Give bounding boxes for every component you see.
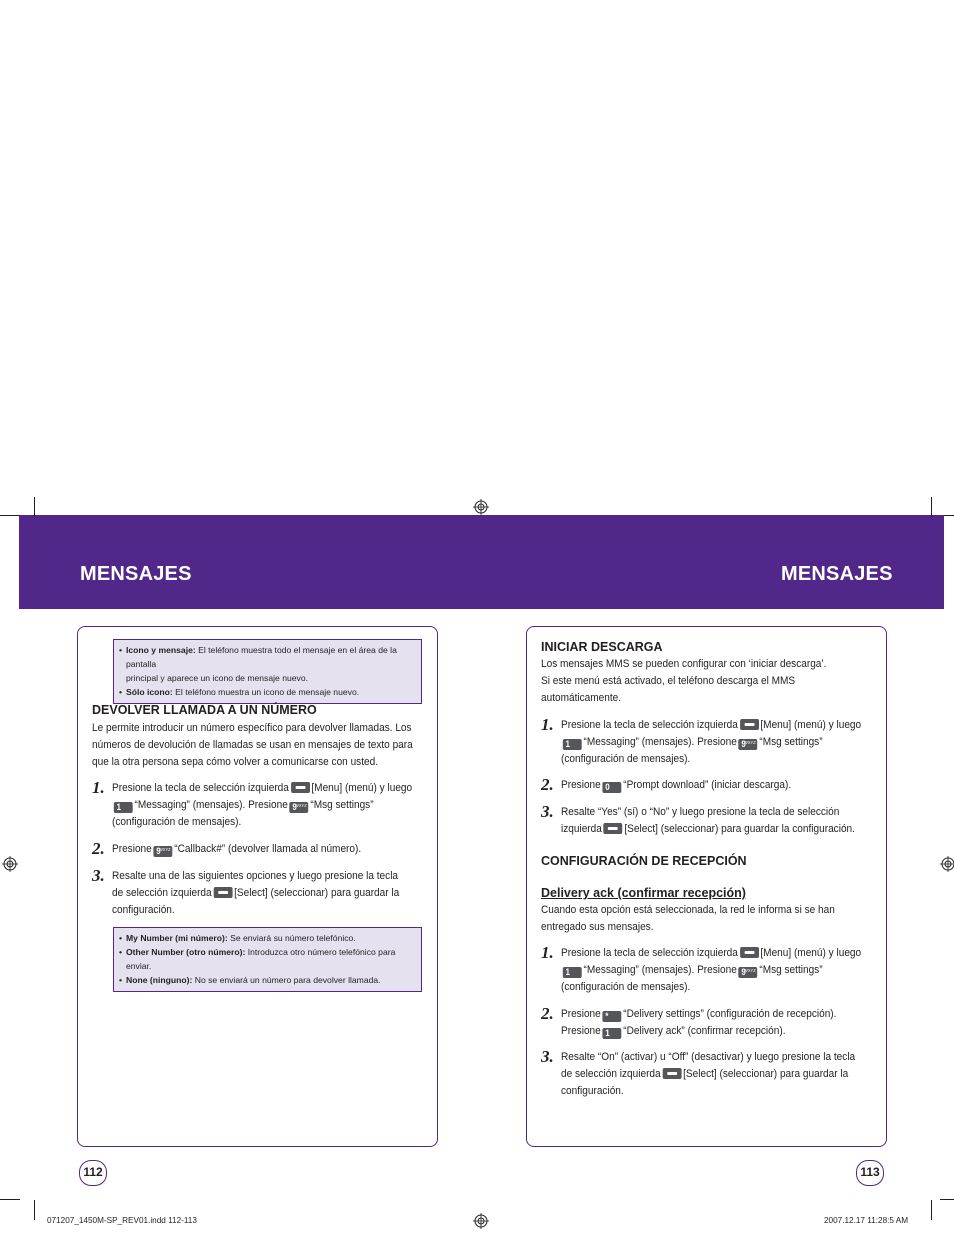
note-item: • Icono y mensaje: El teléfono muestra todo el mensaje en el área de la pantalla principal y aparece un icono de mensaje nuevo. [119, 643, 416, 685]
step-text: Presione la tecla de selección izquierda [Menu] (menú) y luego 1 “Messaging” (mensajes). Presione 9 WXYZ “Msg settings” (configuración de mensajes). [561, 717, 872, 768]
note-item: • Sólo icono: El teléfono muestra un icono de mensaje nuevo. [119, 685, 416, 699]
prompt-download-intro: Los mensajes MMS se pueden configurar con ‘iniciar descarga’. Si este menú está activado, el teléfono descarga el MMS automáticamente. [541, 658, 827, 704]
registration-mark-icon [473, 499, 489, 515]
callback-intro: Le permite introducir un número específico para devolver llamadas. Los números de devolución de llamadas se usan en mensajes de texto para que la otra persona sepa cómo volver a comunicarse con usted. [92, 722, 413, 768]
step-text: Resalte “Yes” (sí) o “No” y luego presione la tecla de selección izquierda [Select] (seleccionar) para guardar la configuración. [561, 806, 855, 835]
left-soft-key-icon [213, 887, 232, 898]
note-item: • My Number (mi número): Se enviará su número telefónico. [119, 931, 416, 945]
subsection-title-delivery-ack: Delivery ack (confirmar recepción) [541, 886, 746, 900]
step-number: 2. [541, 775, 554, 794]
section-title-callback: DEVOLVER LLAMADA A UN NÚMERO [92, 703, 317, 717]
note-item: • None (ninguno): No se enviará un número para devolver llamada. [119, 973, 416, 987]
header-band [19, 515, 944, 609]
crop-mark [0, 515, 20, 516]
key-1-icon: 1 [563, 739, 582, 750]
left-soft-key-icon [740, 947, 759, 958]
key-9-icon: 9 WXYZ [290, 802, 309, 813]
key-9-icon: 9 WXYZ [154, 846, 173, 857]
step-number: 3. [541, 802, 554, 821]
crop-mark [34, 1200, 35, 1220]
date-slug: 2007.12.17 11:28:5 AM [824, 1216, 909, 1225]
note-item: • Other Number (otro número): Introduzca otro número telefónico para enviar. [119, 945, 416, 973]
step-number: 3. [541, 1047, 554, 1066]
page-number-right: 113 [856, 1160, 884, 1186]
file-slug: 071207_1450M-SP_REV01.indd 112-113 [47, 1216, 197, 1225]
step-number: 1. [92, 778, 105, 797]
step-text: Presione * “Delivery settings” (configuración de recepción). Presione 1 “Delivery ack” (confirmar recepción). [561, 1008, 837, 1038]
callback-options-note [113, 927, 422, 992]
left-soft-key-icon [662, 1068, 681, 1079]
display-options-note [113, 639, 422, 704]
step-number: 2. [541, 1004, 554, 1023]
key-0-icon: 0 [603, 782, 622, 793]
registration-mark-icon [2, 856, 18, 872]
registration-mark-icon [940, 856, 954, 872]
step-text: Resalte “On” (activar) u “Off” (desactivar) y luego presione la tecla de selección izquierda [Select] (seleccionar) para guardar la configuración. [561, 1051, 856, 1097]
crop-mark [944, 515, 954, 516]
key-9-icon: 9 WXYZ [739, 967, 758, 978]
crop-mark [940, 1199, 954, 1200]
key-star-icon: * [603, 1011, 622, 1022]
crop-mark [34, 497, 35, 517]
step-number: 1. [541, 943, 554, 962]
crop-mark [931, 497, 932, 517]
step-text: Presione 0 “Prompt download” (iniciar descarga). [561, 779, 792, 792]
section-title-prompt-download: INICIAR DESCARGA [541, 640, 663, 654]
step-text: Presione la tecla de selección izquierda [Menu] (menú) y luego 1 “Messaging” (mensajes). Presione 9 WXYZ “Msg settings” (configuración de mensajes). [561, 945, 872, 996]
left-soft-key-icon [291, 782, 310, 793]
page-number-left: 112 [79, 1160, 107, 1186]
page-title-right: MENSAJES [781, 563, 893, 585]
key-1-icon: 1 [563, 967, 582, 978]
key-1-icon: 1 [603, 1028, 622, 1039]
step-number: 1. [541, 715, 554, 734]
step-text: Presione la tecla de selección izquierda [Menu] (menú) y luego 1 “Messaging” (mensajes). Presione 9 WXYZ “Msg settings” (configuración de mensajes). [112, 780, 418, 831]
crop-mark [0, 1199, 20, 1200]
crop-mark [931, 1200, 932, 1220]
section-title-receive-settings: CONFIGURACIÓN DE RECEPCIÓN [541, 854, 747, 868]
key-9-icon: 9 WXYZ [739, 739, 758, 750]
left-soft-key-icon [740, 719, 759, 730]
registration-mark-icon [473, 1213, 489, 1229]
delivery-ack-intro: Cuando esta opción está seleccionada, la red le informa si se han entregado sus mensajes. [541, 904, 835, 933]
step-text: Presione 9 WXYZ “Callback#” (devolver llamada al número). [112, 841, 418, 858]
page-title-left: MENSAJES [80, 563, 192, 585]
step-number: 3. [92, 866, 105, 885]
key-1-icon: 1 [114, 802, 133, 813]
left-soft-key-icon [604, 823, 623, 834]
step-text: Resalte una de las siguientes opciones y luego presione la tecla de selección izquierda [Select] (seleccionar) para guardar la configuración. [112, 870, 400, 916]
step-number: 2. [92, 839, 105, 858]
